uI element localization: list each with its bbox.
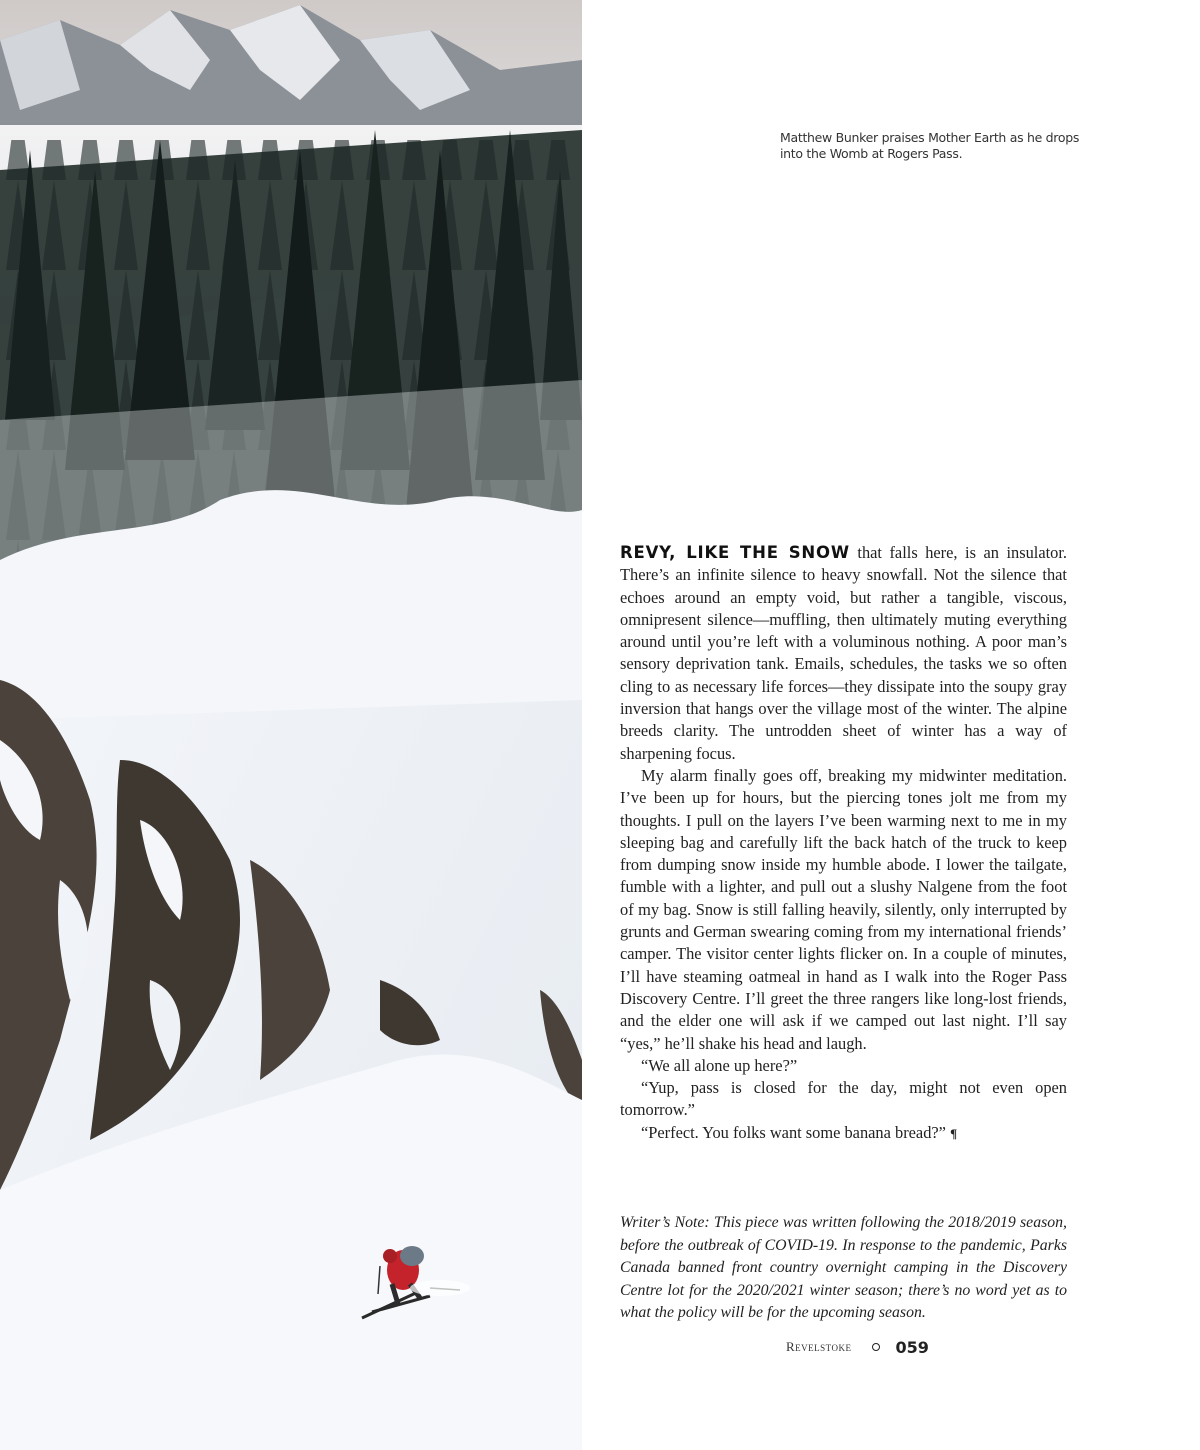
skier-photo-illustration [0, 0, 582, 1450]
paragraph-3: “We all alone up here?” [641, 1055, 798, 1075]
skier-photo [0, 0, 582, 1450]
article-body [620, 542, 1067, 1145]
footer-dot-icon [872, 1343, 880, 1351]
paragraph-5-text: “Perfect. You folks want some banana bread?” [641, 1122, 946, 1142]
writers-note: Writer’s Note: This piece was written following the 2018/2019 season, before the outbreak of COVID-19. In response to the pandemic, Parks Canada banned front country overnight camping in the Discovery Centre lot for the 2020/2021 winter season; there’s no word yet as to what the policy will be for the upcoming season. [620, 1214, 1067, 1321]
photo-caption: Matthew Bunker praises Mother Earth as he drops into the Womb at Rogers Pass. [780, 130, 1080, 161]
paragraph-1-text: that falls here, is an insulator. There’s an infinite silence to heavy snowfall. Not the silence that echoes around an empty void, but rather a tangible, viscous, omnipresent silence—muffling, then ultimately muting everything around until you’re left with a voluminous nothing. A poor man’s sensory deprivation tank. Emails, schedules, the tasks we so often cling to as necessary life forces—they dissipate into the soupy gray inversion that hangs over the village most of the winter. The alpine breeds clarity. The untrodden sheet of winter has a way of sharpening focus. [620, 543, 1067, 763]
end-mark-icon: ¶ [950, 1125, 958, 1141]
magazine-name: Revelstoke [786, 1339, 852, 1354]
paragraph-1 [620, 542, 1067, 765]
paragraph-2: My alarm finally goes off, breaking my midwinter meditation. I’ve been up for hours, but the piercing tones jolt me from my thoughts. I pull on the layers I’ve been warming next to me in my sleeping bag and carefully lift the back hatch of the truck to keep from dumping snow inside my humble abode. I lower the tailgate, fumble with a lighter, and pull out a slushy Nalgene from the foot of my bag. Snow is still falling heavily, silently, only interrupted by grunts and German swearing coming from my international friends’ camper. The visitor center lights flicker on. In a couple of minutes, I’ll have steaming oatmeal in hand as I walk into the Roger Pass Discovery Centre. I’ll greet the three rangers like long-lost friends, and the elder one will ask if we camped out last night. I’ll say “yes,” he’ll shake his head and laugh. [620, 765, 1067, 1053]
lead-in: REVY, LIKE THE SNOW [620, 543, 850, 562]
page-number: 059 [895, 1337, 929, 1357]
page-footer [786, 1335, 929, 1359]
paragraph-4: “Yup, pass is closed for the day, might not even open tomorrow.” [620, 1078, 1067, 1120]
paragraph-5 [620, 1122, 1067, 1145]
